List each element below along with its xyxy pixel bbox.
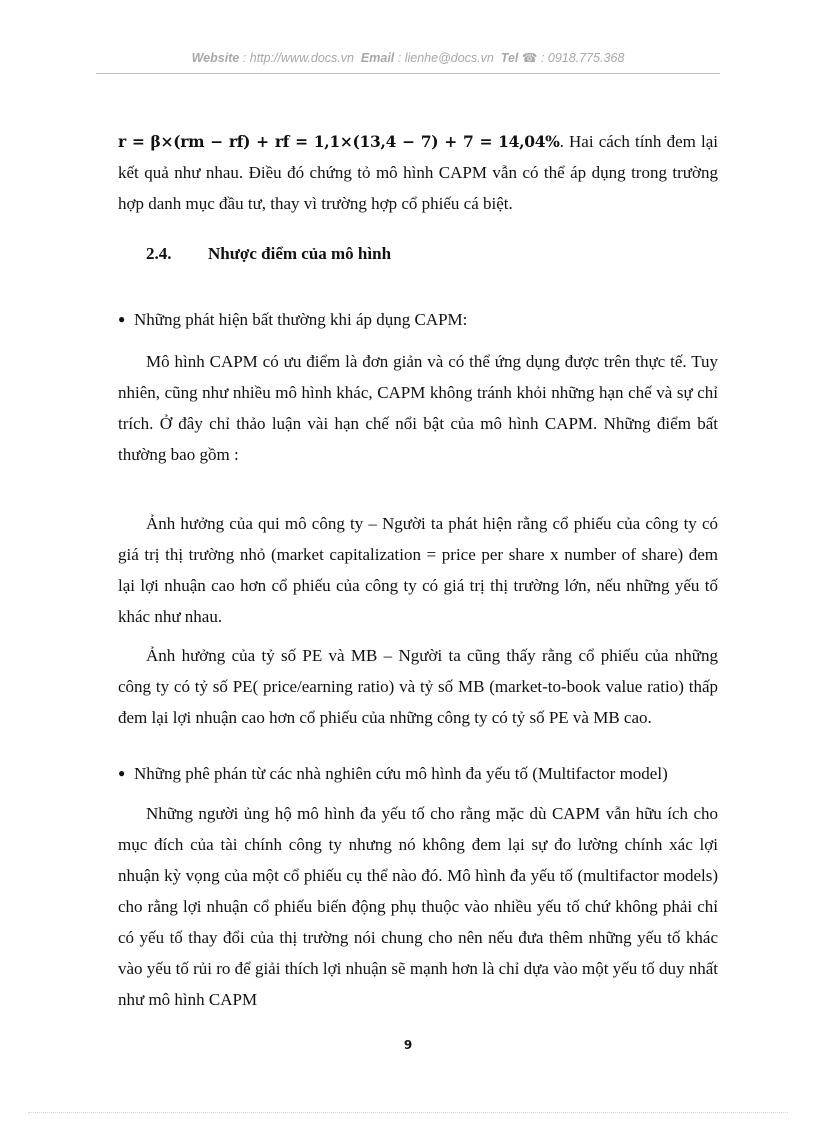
paragraph-text: Những người ủng hộ mô hình đa yếu tố cho rằng mặc dù CAPM vẫn hữu ích cho mục đích của tài chính công ty nhưng nó không đem lại sự đo lường chính xác lợi nhuận kỳ vọng của một cổ phiếu cụ thể nào đó. Mô hình đa yếu tố (multifactor models) cho rằng lợi nhuận cổ phiếu biến động phụ thuộc vào nhiều yếu tố chứ không phải chỉ có yếu tố thay đổi của thị trường nói chung cho nên nếu đưa thêm những yếu tố khác vào yếu tố rủi ro để giải thích lợi nhuận sẽ mạnh hơn là chỉ dựa vào một yếu tố duy nhất như mô hình CAPM [118,804,718,1009]
bullet-text: Những phê phán từ các nhà nghiên cứu mô hình đa yếu tố (Multifactor model) [134,764,668,783]
paragraph [118,346,718,470]
paragraph [118,640,718,733]
section-heading [146,244,391,264]
intro-text: . Hai cách tính đem lại kết quả như nhau. Điều đó chứng tỏ mô hình CAPM vẫn có thể áp dụng trong trường hợp danh mục đầu tư, thay vì trường hợp cổ phiếu cá biệt. [118,132,718,213]
tel-label: Tel [500,51,519,65]
section-number: 2.4. [146,244,172,263]
paragraph [118,798,718,1015]
bullet-dot-icon: ● [118,766,126,780]
paragraph-text: Ảnh hưởng của tỷ số PE và MB – Người ta cũng thấy rằng cổ phiếu của những công ty có tỷ số PE( price/earning ratio) và tỷ số MB (market-to-book value ratio) thấp đem lại lợi nhuận cao hơn cổ phiếu của những công ty có tỷ số PE và MB cao. [118,646,718,727]
email-address: : lienhe@docs.vn [397,51,494,65]
footer-divider [28,1112,788,1113]
paragraph-text: Ảnh hưởng của qui mô công ty – Người ta phát hiện rằng cổ phiếu của công ty có giá trị thị trường nhỏ (market capitalization = price per share x number of share) đem lại lợi nhuận cao hơn cổ phiếu của công ty có giá trị thị trường lớn, nếu những yếu tố khác như nhau. [118,514,718,626]
header-divider [96,73,720,74]
website-label: Website [191,51,240,65]
intro-block [118,126,718,219]
intro-paragraph [118,126,718,219]
page-number: 9 [403,1038,413,1052]
tel-number: : 0918.775.368 [540,51,625,65]
email-label: Email [360,51,395,65]
bullet-item [118,758,718,789]
bullet-item [118,304,718,335]
bullet-text: Những phát hiện bất thường khi áp dụng CAPM: [134,310,468,329]
capm-formula: r = β×(rm − rf) + rf = 1,1×(13,4 − 7) + 7 = 14,04% [118,132,560,151]
phone-icon: ☎ [521,51,538,65]
bullet-dot-icon: ● [118,312,126,326]
paragraph-text: Mô hình CAPM có ưu điểm là đơn giản và có thể ứng dụng được trên thực tế. Tuy nhiên, cũng như nhiều mô hình khác, CAPM không tránh khỏi những hạn chế và sự chỉ trích. Ở đây chỉ thảo luận vài hạn chế nổi bật của mô hình CAPM. Những điểm bất thường bao gồm : [118,352,718,464]
paragraph [118,508,718,632]
website-url: : http://www.docs.vn [242,51,354,65]
section-title: Nhược điểm của mô hình [208,244,392,263]
page-header [96,50,720,65]
